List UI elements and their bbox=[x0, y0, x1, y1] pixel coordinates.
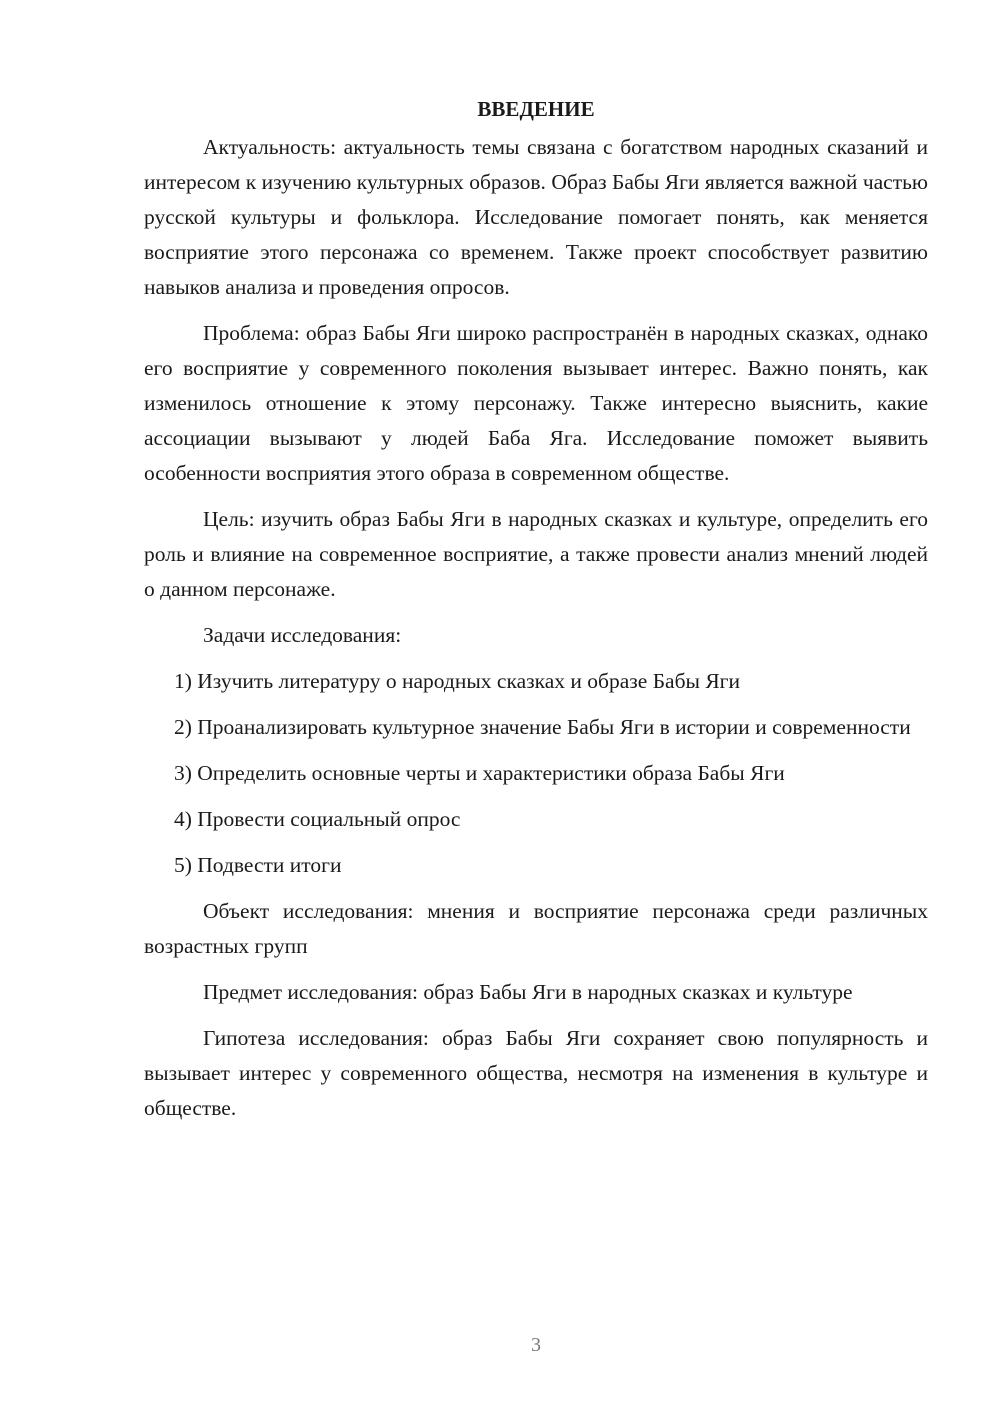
task-item: 2) Проанализировать культурное значение Бабы Яги в истории и современности bbox=[174, 715, 911, 739]
document-page bbox=[144, 94, 928, 1137]
page-number: 3 bbox=[531, 1334, 541, 1356]
task-item: 5) Подвести итоги bbox=[174, 853, 342, 877]
relevance-paragraph: Актуальность: актуальность темы связана с богатством народных сказаний и интересом к изучению культурных образов. Образ Бабы Яги является важной частью русской культуры и фольклора. Исследование помогает понять, как меняется восприятие этого персонажа со временем. Также проект способствует развитию навыков анализа и проведения опросов. bbox=[144, 135, 928, 299]
tasks-heading: Задачи исследования: bbox=[203, 623, 402, 647]
task-item: 3) Определить основные черты и характеристики образа Бабы Яги bbox=[174, 761, 785, 785]
task-item: 1) Изучить литературу о народных сказках и образе Бабы Яги bbox=[174, 669, 741, 693]
section-heading: ВВЕДЕНИЕ bbox=[477, 97, 595, 121]
subject-paragraph: Предмет исследования: образ Бабы Яги в народных сказках и культуре bbox=[203, 980, 853, 1004]
hypothesis-paragraph: Гипотеза исследования: образ Бабы Яги сохраняет свою популярность и вызывает интерес у современного общества, несмотря на изменения в культуре и обществе. bbox=[144, 1026, 928, 1120]
problem-paragraph: Проблема: образ Бабы Яги широко распространён в народных сказках, однако его восприятие у современного поколения вызывает интерес. Важно понять, как изменилось отношение к этому персонажу. Также интересно выяснить, какие ассоциации вызывают у людей Баба Яга. Исследование поможет выявить особенности восприятия этого образа в современном обществе. bbox=[144, 321, 928, 485]
task-item: 4) Провести социальный опрос bbox=[174, 807, 461, 831]
object-paragraph: Объект исследования: мнения и восприятие персонажа среди различных возрастных групп bbox=[144, 899, 928, 958]
goal-paragraph: Цель: изучить образ Бабы Яги в народных сказках и культуре, определить его роль и влияние на современное восприятие, а также провести анализ мнений людей о данном персонаже. bbox=[144, 507, 928, 601]
